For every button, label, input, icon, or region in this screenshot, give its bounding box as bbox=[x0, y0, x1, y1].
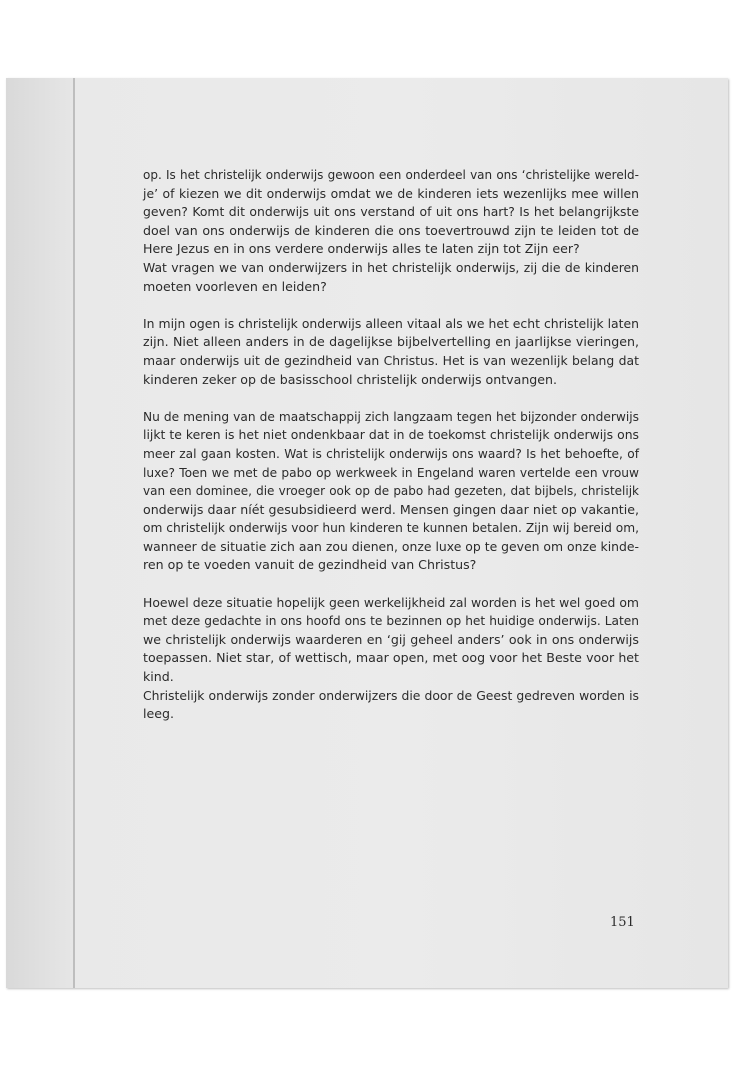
book-page bbox=[6, 78, 728, 988]
text-line: Wat vragen we van onderwijzers in het christelijk onderwijs, zij die de kinderen bbox=[143, 259, 639, 275]
text-line: kinderen zeker op de basisschool christelijk onderwijs ontvangen. bbox=[143, 371, 558, 387]
text-line: ren op te voeden vanuit de gezindheid van Christus? bbox=[143, 557, 477, 573]
text-line: Hoewel deze situatie hopelijk geen werkelijkheid zal worden is het wel goed om bbox=[143, 594, 639, 610]
page-gutter-shadow bbox=[6, 78, 73, 988]
paragraph-gap bbox=[143, 575, 639, 594]
text-line: onderwijs daar níét gesubsidieerd werd. Mensen gingen daar niet op vakantie, bbox=[143, 501, 639, 517]
text-line: om christelijk onderwijs voor hun kinderen te kunnen betalen. Zijn wij bereid om, bbox=[143, 521, 639, 536]
paragraph-gap bbox=[143, 296, 639, 315]
text-line: geven? Komt dit onderwijs uit ons verstand of uit ons hart? Is het belangrijkste bbox=[143, 204, 639, 220]
text-line: maar onderwijs uit de gezindheid van Christus. Het is van wezenlijk belang dat bbox=[143, 352, 639, 368]
text-line: zijn. Niet alleen anders in de dagelijkse bijbelvertelling en jaarlijkse vieringen, bbox=[143, 334, 639, 350]
text-line: wanneer de situatie zich aan zou dienen, onze luxe op te geven om onze kinde- bbox=[143, 538, 639, 554]
paragraph bbox=[143, 166, 639, 296]
text-line: Christelijk onderwijs zonder onderwijzers die door de Geest gedreven worden is bbox=[143, 687, 639, 703]
text-line: kind. bbox=[143, 669, 174, 685]
page-gutter-line bbox=[73, 78, 75, 988]
text-line: met deze gedachte in ons hoofd ons te bezinnen op het huidige onderwijs. Laten bbox=[143, 614, 639, 629]
paragraph-gap bbox=[143, 389, 639, 408]
text-line: je’ of kiezen we dit onderwijs omdat we de kinderen iets wezenlijks mee willen bbox=[143, 185, 639, 201]
text-line: van een dominee, die vroeger ook op de pabo had gezeten, dat bijbels, christelijk bbox=[143, 484, 639, 499]
text-line: we christelijk onderwijs waarderen en ‘gij geheel anders’ ook in ons onderwijs bbox=[143, 631, 639, 647]
paragraph bbox=[143, 315, 639, 389]
text-line: lijkt te keren is het niet ondenkbaar dat in de toekomst christelijk onderwijs ons bbox=[143, 427, 639, 443]
text-line: luxe? Toen we met de pabo op werkweek in Engeland waren vertelde een vrouw bbox=[143, 465, 639, 480]
text-line: meer zal gaan kosten. Wat is christelijk onderwijs ons waard? Is het behoefte, of bbox=[143, 446, 639, 461]
body-text bbox=[143, 166, 639, 724]
page-number: 151 bbox=[610, 915, 635, 930]
text-line: op. Is het christelijk onderwijs gewoon een onderdeel van ons ‘christelijke wereld- bbox=[143, 168, 639, 182]
text-line: toepassen. Niet star, of wettisch, maar open, met oog voor het Beste voor het bbox=[143, 650, 639, 666]
paragraph bbox=[143, 408, 639, 575]
text-line: leeg. bbox=[143, 706, 174, 722]
text-line: Nu de mening van de maatschappij zich langzaam tegen het bijzonder onderwijs bbox=[143, 409, 639, 424]
paragraph bbox=[143, 594, 639, 724]
text-line: moeten voorleven en leiden? bbox=[143, 278, 327, 294]
text-line: Here Jezus en in ons verdere onderwijs alles te laten zijn tot Zijn eer? bbox=[143, 241, 580, 257]
text-line: In mijn ogen is christelijk onderwijs alleen vitaal als we het echt christelijk laten bbox=[143, 315, 639, 331]
text-line: doel van ons onderwijs de kinderen die ons toevertrouwd zijn te leiden tot de bbox=[143, 222, 639, 238]
